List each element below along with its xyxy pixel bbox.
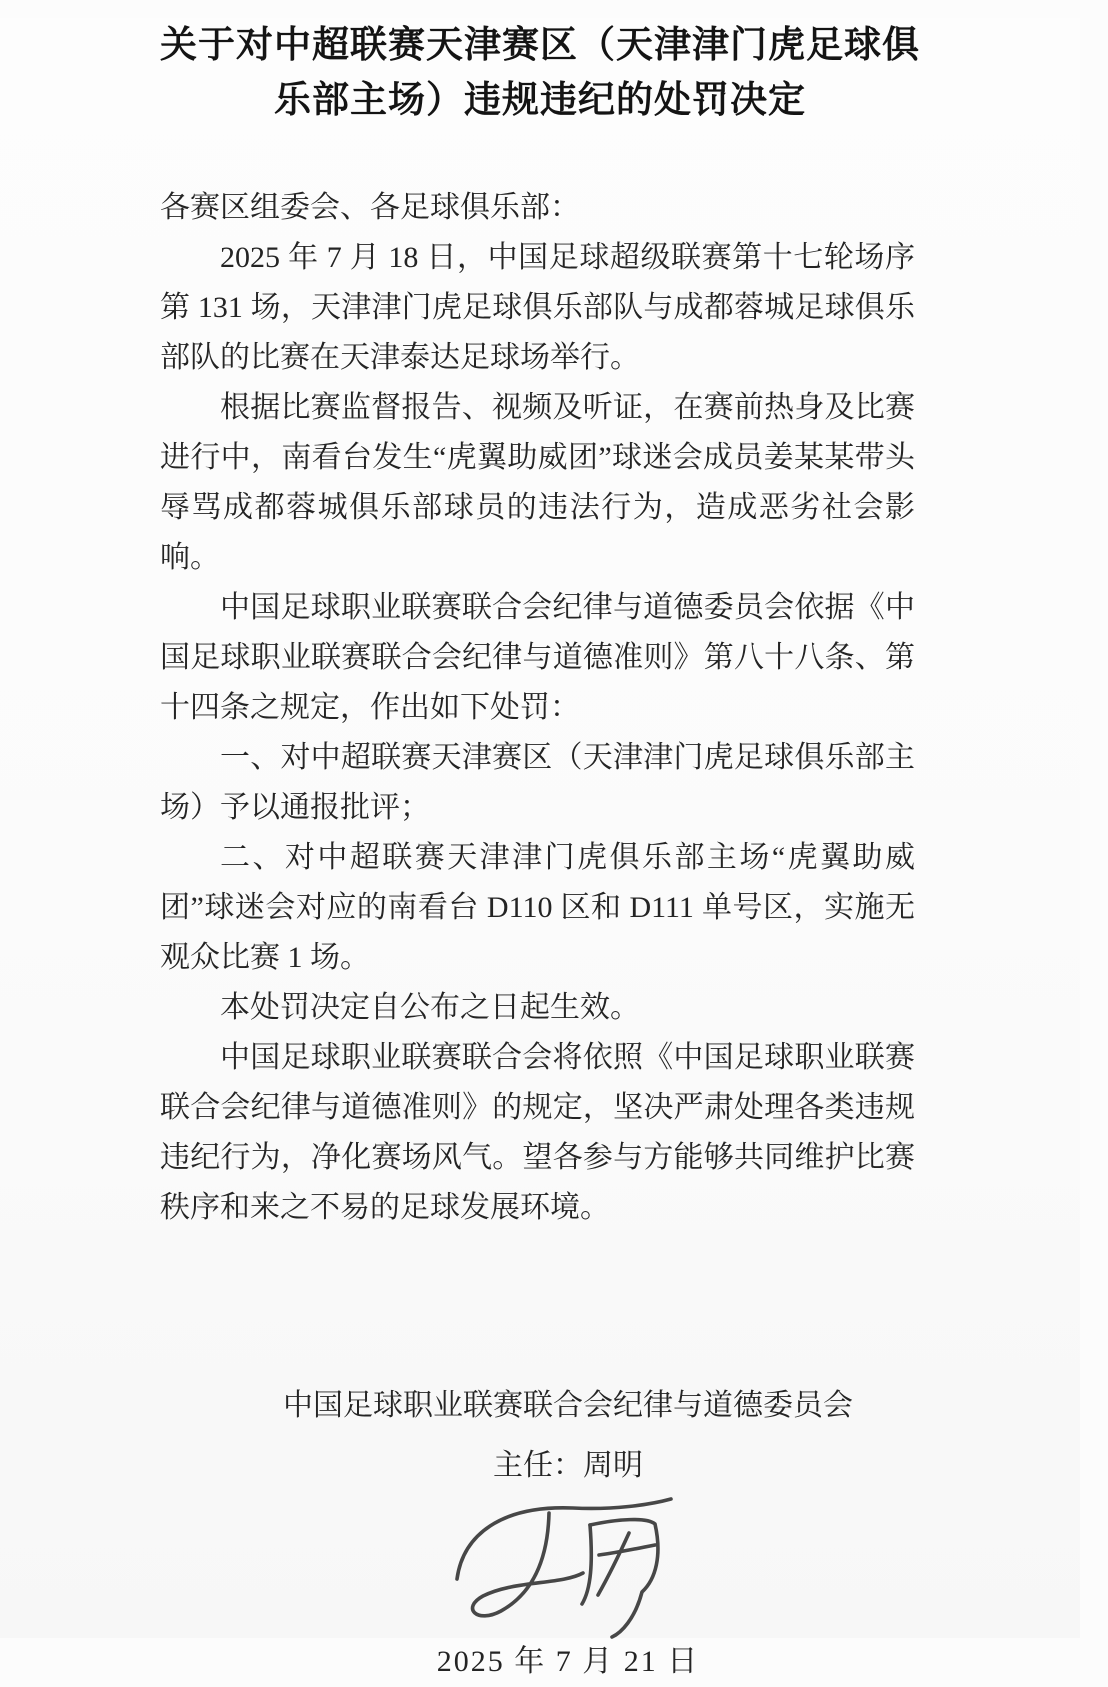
handwritten-signature bbox=[28, 1487, 1108, 1637]
signer-line: 主任：周明 bbox=[493, 1449, 643, 1482]
paragraph-closing-statement: 中国足球职业联赛联合会将依照《中国足球职业联赛联合会纪律与道德准则》的规定，坚决严肃处理各类违规违纪行为，净化赛场风气。望各参与方能够共同维护比赛秩序和来之不易的足球发展环境。 bbox=[160, 1041, 915, 1224]
paragraph-match-info: 2025 年 7 月 18 日，中国足球超级联赛第十七轮场序第 131 场，天津津门虎足球俱乐部队与成都蓉城足球俱乐部队的比赛在天津泰达足球场举行。 bbox=[160, 241, 915, 374]
document-title: 关于对中超联赛天津赛区（天津津门虎足球俱乐部主场）违规违纪的处罚决定 bbox=[160, 25, 920, 121]
salutation: 各赛区组委会、各足球俱乐部： bbox=[160, 191, 580, 224]
signature-block bbox=[28, 1381, 1108, 1687]
issuing-organization: 中国足球职业联赛联合会纪律与道德委员会 bbox=[283, 1389, 853, 1422]
document-page bbox=[0, 18, 1080, 1678]
document-body bbox=[160, 183, 915, 1233]
paragraph-violation-facts: 根据比赛监督报告、视频及听证，在赛前热身及比赛进行中，南看台发生“虎翼助威团”球迷会成员姜某某带头辱骂成都蓉城俱乐部球员的违法行为，造成恶劣社会影响。 bbox=[160, 391, 915, 574]
paragraph-penalty-one: 一、对中超联赛天津赛区（天津津门虎足球俱乐部主场）予以通报批评； bbox=[160, 741, 915, 824]
paragraph-legal-basis: 中国足球职业联赛联合会纪律与道德委员会依据《中国足球职业联赛联合会纪律与道德准则》第八十八条、第十四条之规定，作出如下处罚： bbox=[160, 591, 915, 724]
paragraph-penalty-two: 二、对中超联赛天津津门虎俱乐部主场“虎翼助威团”球迷会对应的南看台 D110 区和 D111 单号区，实施无观众比赛 1 场。 bbox=[160, 841, 915, 974]
issue-date: 2025 年 7 月 21 日 bbox=[436, 1645, 700, 1678]
signature-scribble-icon bbox=[433, 1487, 703, 1637]
paragraph-effective-date: 本处罚决定自公布之日起生效。 bbox=[220, 991, 640, 1024]
